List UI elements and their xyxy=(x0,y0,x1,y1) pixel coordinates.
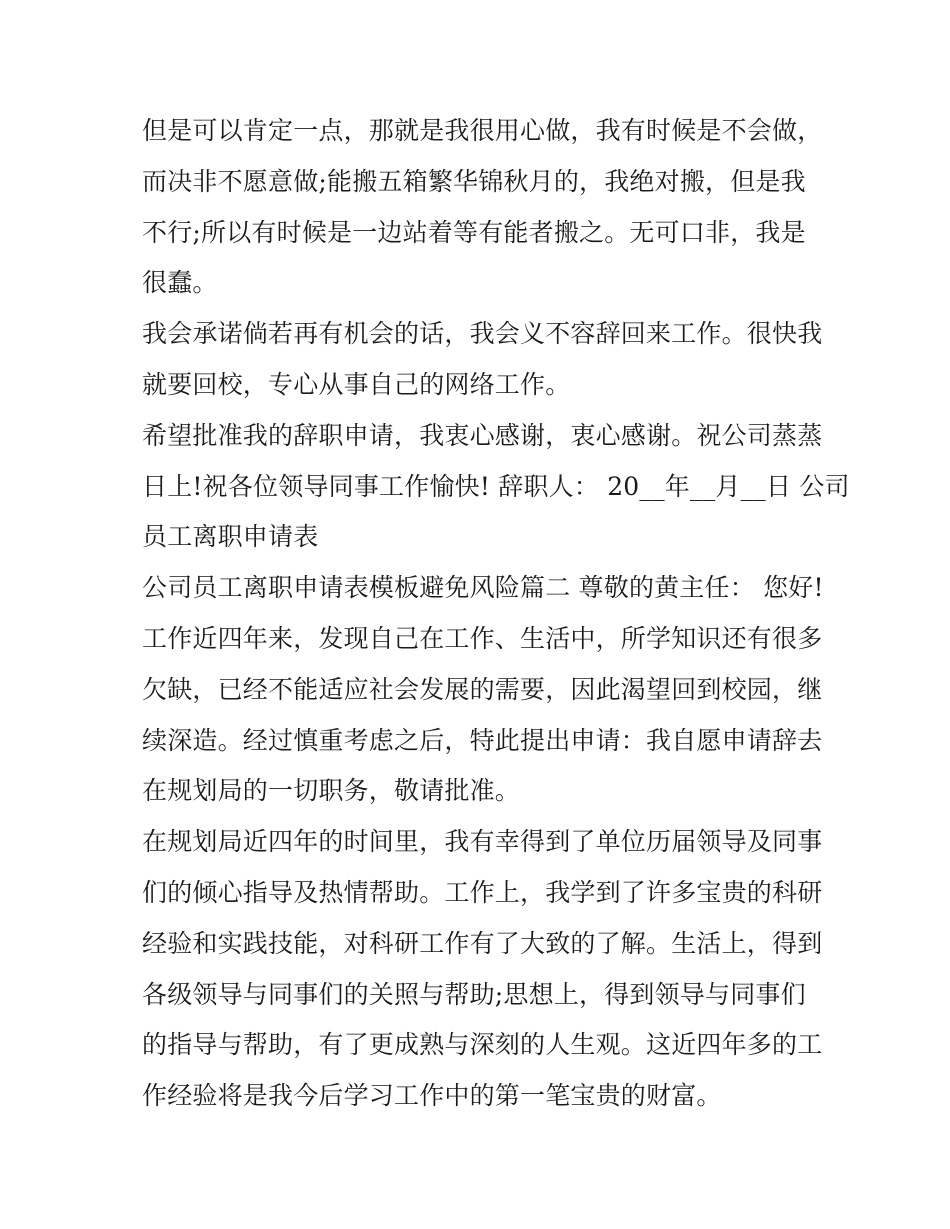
text-line: 希望批准我的辞职申请，我衷心感谢，衷心感谢。祝公司蒸蒸 xyxy=(142,420,823,450)
text-line: 在规划局近四年的时间里，我有幸得到了单位历届领导及同事 xyxy=(142,827,823,857)
text-line: 就要回校，专心从事自己的网络工作。 xyxy=(142,369,571,399)
text-line: 在规划局的一切职务，敬请批准。 xyxy=(142,776,521,806)
text-line: 经验和实践技能，对科研工作有了大致的了解。生活上，得到 xyxy=(142,928,823,958)
text-line: 我会承诺倘若再有机会的话，我会义不容辞回来工作。很快我 xyxy=(142,319,823,349)
text-line: 作经验将是我今后学习工作中的第一笔宝贵的财富。 xyxy=(142,1081,722,1111)
text-line: 续深造。经过慎重考虑之后，特此提出申请：我自愿申请辞去 xyxy=(142,725,823,755)
text-line: 但是可以肯定一点，那就是我很用心做，我有时候是不会做， xyxy=(142,116,823,145)
text-line: 员工离职申请表 xyxy=(142,522,319,552)
text-line: 各级领导与同事们的关照与帮助;思想上，得到领导与同事们 xyxy=(142,979,806,1009)
text-line: 很蠢。 xyxy=(142,268,218,298)
text-line: 日上!祝各位领导同事工作愉快! 辞职人： 20__年__月__日 公司 xyxy=(142,471,850,501)
text-line: 工作近四年来，发现自己在工作、生活中，所学知识还有很多 xyxy=(142,623,823,653)
text-line: 欠缺，已经不能适应社会发展的需要，因此渴望回到校园，继 xyxy=(142,674,823,704)
text-line: 的指导与帮助，有了更成熟与深刻的人生观。这近四年多的工 xyxy=(142,1030,823,1060)
text-line: 们的倾心指导及热情帮助。工作上，我学到了许多宝贵的科研 xyxy=(142,877,823,907)
text-line: 公司员工离职申请表模板避免风险篇二 尊敬的黄主任： 您好! xyxy=(142,573,824,603)
text-line: 而决非不愿意做;能搬五箱繁华锦秋月的，我绝对搬，但是我 xyxy=(142,166,806,196)
document-body xyxy=(142,106,850,1122)
text-line: 不行;所以有时候是一边站着等有能者搬之。无可口非，我是 xyxy=(142,217,806,247)
